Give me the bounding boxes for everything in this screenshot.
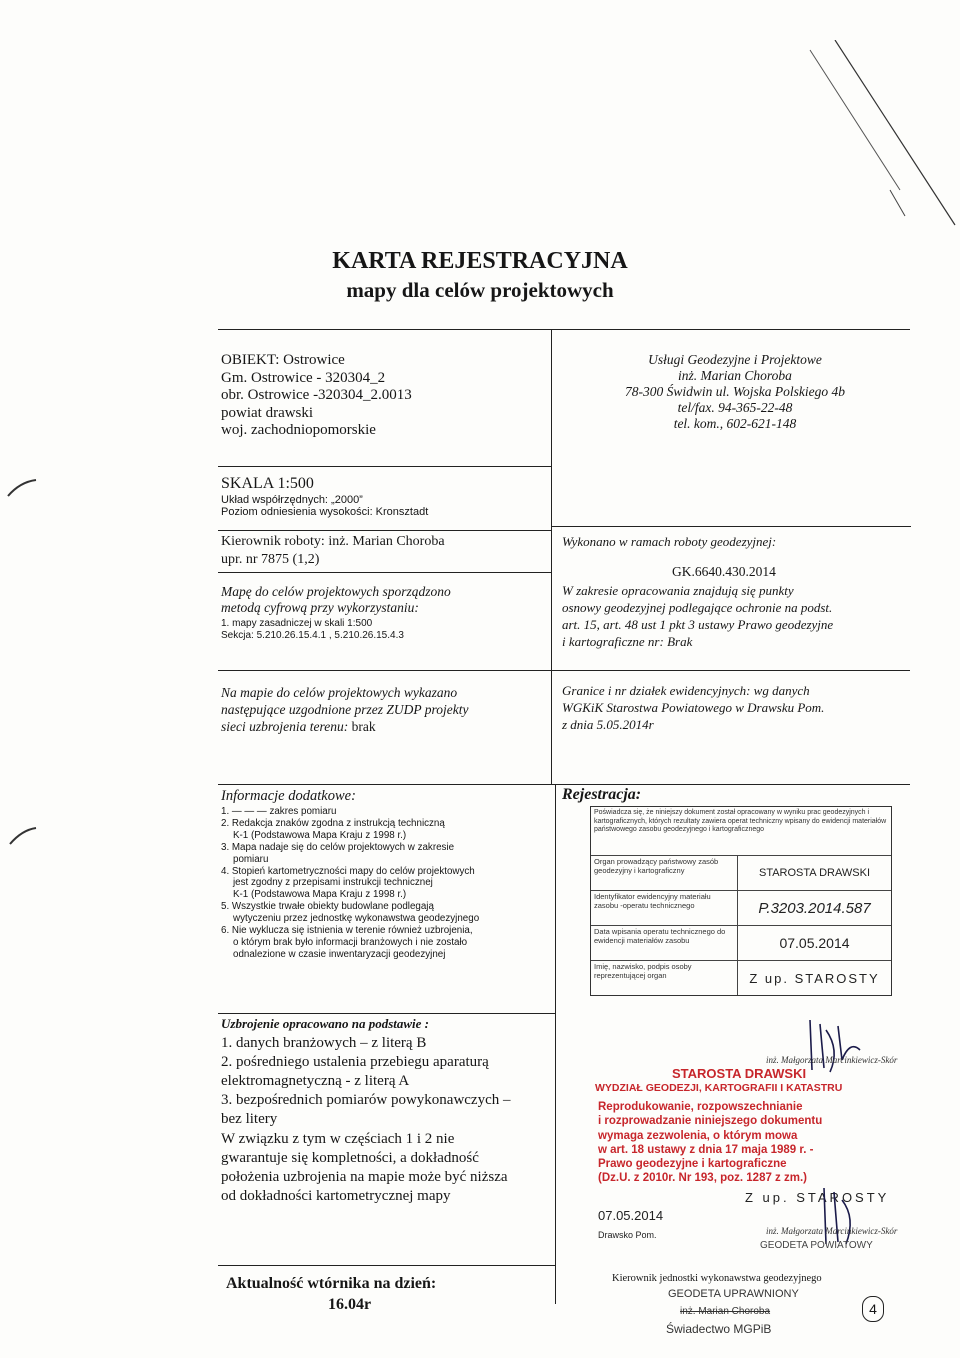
registration-table	[590, 806, 892, 996]
divider-currency	[218, 1265, 555, 1266]
company-address: 78-300 Świdwin ul. Wojska Polskiego 4b	[625, 384, 845, 399]
registration-row-value: 07.05.2014	[779, 935, 850, 951]
registration-row-value: P.3203.2014.587	[758, 899, 871, 917]
object-block	[221, 352, 412, 440]
info-item: K-1 (Podstawowa Mapa Kraju z 1998 r.)	[233, 829, 407, 841]
footer-stamp-line3: Świadectwo MGPiB	[666, 1322, 772, 1336]
registration-signature-2: inż. Małgorzata Marcinkiewicz-Skór	[766, 1226, 898, 1236]
document-subtitle: mapy dla celów projektowych	[346, 278, 614, 302]
utilities-item: 2. pośredniego ustalenia przebiegu aparaturą	[221, 1054, 489, 1070]
company-fax: tel/fax. 94-365-22-48	[677, 400, 793, 415]
work-manager: Kierownik roboty: inż. Marian Choroba	[221, 534, 445, 549]
stamp-role: GEODETA POWIATOWY	[760, 1240, 873, 1251]
registration-row	[591, 890, 891, 925]
commune: Gm. Ostrowice - 320304_2	[221, 369, 386, 386]
registration-row-label: Imię, nazwisko, podpis osoby reprezentującej organ	[591, 961, 738, 995]
document-title: KARTA REJESTRACYJNA	[332, 248, 628, 274]
control-points-line-4: i kartograficzne nr: Brak	[562, 634, 693, 649]
work-number: GK.6640.430.2014	[672, 564, 776, 579]
stamp-dept: WYDZIAŁ GEODEZJI, KARTOGRAFII I KATASTRU	[595, 1082, 843, 1094]
frame-middle-divider	[551, 329, 552, 784]
method-block	[221, 584, 451, 642]
stamp-body-line: wymaga zezwolenia, o którym mowa	[598, 1129, 798, 1142]
binder-mark-bottom	[0, 820, 40, 860]
utilities-item: bez litery	[221, 1111, 278, 1127]
additional-info-heading: Informacje dodatkowe:	[221, 788, 356, 804]
info-item: wytyczeniu przez jednostkę wykonawstwa geodezyjnego	[233, 913, 480, 925]
zudp-line-2: następujące uzgodnione przez ZUDP projekty	[221, 702, 469, 717]
info-item: pomiaru	[233, 853, 269, 865]
control-points-block	[562, 582, 833, 650]
utilities-note	[221, 1130, 508, 1206]
voivodeship: woj. zachodniopomorskie	[221, 422, 376, 438]
object-name: OBIEKT: Ostrowice	[221, 352, 345, 368]
utilities-note-line: od dokładności kartometrycznej mapy	[221, 1188, 451, 1204]
stamp-body-line: Prawo geodezyjne i kartograficzne	[598, 1158, 787, 1171]
stamp-body-line: Reprodukowanie, rozpowszechnianie	[598, 1101, 803, 1113]
work-label: Wykonano w ramach roboty geodezyjnej:	[562, 534, 777, 549]
footer-manager-label: Kierownik jednostki wykonawstwa geodezyjnego	[612, 1273, 822, 1284]
registration-intro-row	[591, 807, 891, 855]
registration-row	[591, 960, 891, 995]
divider-right-1	[551, 526, 911, 527]
registration-heading: Rejestracja:	[562, 786, 642, 803]
method-item-1: 1. mapy zasadniczej w skali 1:500	[221, 618, 373, 629]
stamp-title: STAROSTA DRAWSKI	[672, 1066, 807, 1081]
registration-row-value: Z up. STAROSTY	[749, 970, 880, 986]
info-item: jest zgodny z przepisami instrukcji technicznej	[233, 877, 433, 889]
license-number: upr. nr 7875 (1,2)	[221, 552, 320, 567]
registration-signature-1: inż. Małgorzata Marcinkiewicz-Skór	[766, 1055, 898, 1065]
frame-top-line	[218, 329, 910, 330]
boundaries-line-2: WGKiK Starostwa Powiatowego w Drawsku Pom.	[562, 700, 825, 715]
stamp-place: Drawsko Pom.	[598, 1230, 657, 1240]
control-points-line-3: art. 15, art. 48 ust 1 pkt 3 ustawy Prawo geodezyjne	[562, 617, 834, 632]
stamp-body-line: w art. 18 ustawy z dnia 17 maja 1989 r. -	[598, 1143, 814, 1156]
registration-row-label: Organ prowadzący państwowy zasób geodezyjny i kartograficzny	[591, 856, 738, 890]
registration-row	[591, 855, 891, 890]
method-heading-2: metodą cyfrową przy wykorzystaniu:	[221, 600, 419, 615]
zudp-value: brak	[351, 719, 376, 734]
page-number: 4	[862, 1296, 884, 1322]
binder-mark-top	[0, 470, 40, 510]
boundaries-block	[562, 682, 824, 733]
divider-left-2	[218, 530, 551, 531]
method-item-2: Sekcja: 5.210.26.15.4.1 , 5.210.26.15.4.3	[221, 630, 404, 641]
registration-row-label: Data wpisania operatu technicznego do ewidencji materiałów zasobu	[591, 926, 738, 960]
registration-row-label: Identyfikator ewidencyjny materiału zasobu -operatu technicznego	[591, 891, 738, 925]
currency-value: 16.04r	[328, 1296, 372, 1313]
corner-fold-lines	[780, 40, 960, 230]
stamp-up: Z up. STAROSTY	[745, 1190, 890, 1205]
divider-left-1	[218, 466, 551, 467]
boundaries-line-3: z dnia 5.05.2014r	[562, 717, 654, 732]
scale-value: SKALA 1:500	[221, 475, 314, 492]
stamp-body-line: i rozprowadzanie niniejszego dokumentu	[598, 1115, 823, 1128]
scale-block	[221, 475, 428, 518]
divider-left-3	[218, 572, 551, 573]
registration-row-value: STAROSTA DRAWSKI	[758, 867, 871, 879]
divider-full-5	[218, 784, 910, 785]
coordinate-system: Układ współrzędnych: „2000”	[221, 494, 363, 506]
utilities-item: 3. bezpośrednich pomiarów powykonawczych –	[221, 1092, 511, 1108]
registration-row	[591, 925, 891, 960]
utilities-list	[221, 1034, 511, 1129]
frame-lower-divider	[555, 784, 556, 1304]
info-item: 2. Redakcja znaków zgodna z instrukcją techniczną	[221, 817, 445, 829]
info-item: o którym brak było informacji branżowych i nie zostało	[233, 936, 468, 948]
precinct: obr. Ostrowice -320304_2.0013	[221, 387, 412, 403]
info-item: 5. Wszystkie trwałe obiekty budowlane podlegają	[221, 901, 434, 913]
info-item: 6. Nie wyklucza się istnienia w terenie również uzbrojenia,	[221, 925, 473, 937]
info-item: odnalezione w czasie inwentaryzacji geodezyjnej	[233, 948, 446, 960]
stamp-body-line: (Dz.U. z 2010r. Nr 193, poz. 1287 z zm.)	[598, 1172, 807, 1185]
zudp-block	[221, 684, 468, 735]
additional-info-list	[221, 806, 479, 961]
height-system: Poziom odniesienia wysokości: Kronsztadt	[221, 506, 429, 518]
method-heading-1: Mapę do celów projektowych sporządzono	[221, 584, 451, 599]
divider-full-4	[218, 670, 910, 671]
stamp-body	[598, 1100, 822, 1186]
info-item: 3. Mapa nadaje się do celów projektowych w zakresie	[221, 841, 455, 853]
utilities-note-line: położenia uzbrojenia na mapie może być niższa	[221, 1169, 508, 1185]
zudp-line-3: sieci uzbrojenia terenu:	[221, 719, 349, 734]
company-owner: inż. Marian Choroba	[678, 368, 792, 383]
control-points-line-2: osnowy geodezyjnej podlegające ochronie na podst.	[562, 600, 833, 615]
company-block	[560, 352, 910, 432]
utilities-note-line: gwarantuje się kompletności, a dokładność	[221, 1150, 479, 1166]
stamp-date: 07.05.2014	[598, 1208, 664, 1223]
utilities-heading: Uzbrojenie opracowano na podstawie :	[221, 1016, 430, 1031]
footer-stamp-line1: GEODETA UPRAWNIONY	[668, 1288, 799, 1300]
info-item: 1. — — — zakres pomiaru	[221, 806, 337, 817]
currency-label: Aktualność wtórnika na dzień:	[226, 1275, 437, 1292]
company-name: Usługi Geodezyjne i Projektowe	[648, 352, 822, 367]
company-mobile: tel. kom., 602-621-148	[673, 416, 797, 431]
footer-stamp-line2: inż. Marian Choroba	[680, 1306, 771, 1317]
boundaries-line-1: Granice i nr działek ewidencyjnych: wg danych	[562, 683, 810, 698]
divider-info-bottom	[218, 1013, 555, 1014]
county: powiat drawski	[221, 404, 314, 421]
info-item: K-1 (Podstawowa Mapa Kraju z 1998 r.)	[233, 889, 407, 901]
utilities-note-line: W związku z tym w częściach 1 i 2 nie	[221, 1131, 455, 1147]
utilities-item: 1. danych branżowych – z literą B	[221, 1035, 427, 1051]
registration-intro: Poświadcza się, że niniejszy dokument został opracowany w wyniku prac geodezyjnych i kartograficznych, których rezultaty zawiera operat techniczny wpisany do ewidencji materiałów państwowego zasobu geodezyjnego i kartograficznego	[594, 809, 887, 834]
info-item: 4. Stopień kartometryczności mapy do celów projektowych	[221, 865, 475, 877]
control-points-line-1: W zakresie opracowania znajdują się punkty	[562, 583, 794, 598]
manager-block	[221, 533, 445, 569]
zudp-line-1: Na mapie do celów projektowych wykazano	[221, 685, 458, 700]
utilities-item: elektromagnetyczną - z literą A	[221, 1073, 410, 1089]
